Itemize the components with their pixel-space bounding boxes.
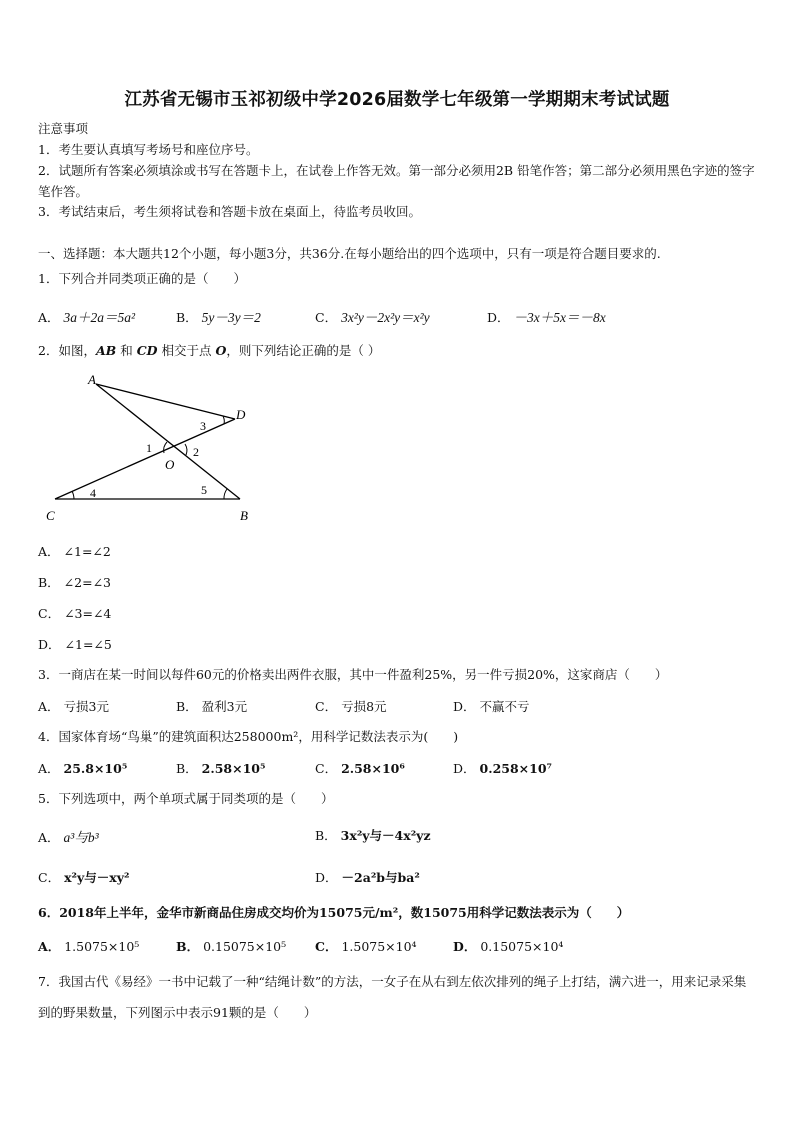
segment-cd (55, 419, 235, 499)
q2-option-d (38, 635, 112, 653)
q2-option-a-text: ∠1=∠2 (63, 544, 111, 559)
q2-stem-o: O (215, 343, 227, 358)
q3-option-a (38, 697, 109, 715)
q6-option-c (315, 937, 417, 955)
angle-5-label: 5 (201, 483, 207, 497)
notice-item-2: 2．试题所有答案必须填涂或书写在答题卡上，在试卷上作答无效。第一部分必须用2B 铅笔作答；第二部分必须用黑色字迹的签字笔作答。 (38, 163, 755, 199)
q1-option-d-text: －3x＋5x＝－8x (513, 310, 606, 325)
angle-4-label: 4 (90, 486, 96, 500)
q6-option-a-label: A． (38, 939, 61, 954)
q2-option-c-text: ∠3=∠4 (64, 606, 112, 621)
question-3-stem: 3．一商店在某一时间以每件60元的价格卖出两件衣服，其中一件盈利25%，另一件亏损20%，这家商店（ ） (38, 667, 668, 682)
q1-option-b-label: B． (176, 310, 198, 325)
q3-option-b-label: B． (176, 699, 198, 714)
page-title: 江苏省无锡市玉祁初级中学2026届数学七年级第一学期期末考试试题 (124, 90, 670, 110)
q3-option-b (176, 697, 247, 715)
q2-option-a-label: A． (38, 544, 60, 559)
question-4-stem: 4．国家体育场“鸟巢”的建筑面积达258000m²，用科学记数法表示为( ) (38, 729, 459, 744)
arc-angle-4 (72, 491, 74, 499)
segment-ab (96, 384, 240, 499)
q4-option-c-text: 2.58×10⁶ (341, 761, 405, 776)
q5-option-c-label: C． (38, 870, 61, 885)
q1-option-b-text: 5y－3y＝2 (201, 310, 261, 325)
q4-option-a-text: 25.8×10⁵ (63, 761, 128, 776)
notice-item-1: 1．考生要认真填写考场号和座位序号。 (38, 142, 259, 157)
q2-geometry-figure (38, 372, 268, 527)
q2-stem-mid: 相交于点 (161, 343, 212, 358)
segment-ad (96, 384, 235, 419)
q6-option-b-text: 0.15075×10⁵ (203, 939, 287, 954)
arc-angle-2 (185, 444, 187, 455)
point-b-label: B (240, 508, 248, 523)
q3-option-d-label: D． (453, 699, 476, 714)
q1-option-d (487, 306, 606, 326)
q2-stem-and: 和 (120, 343, 133, 358)
q4-option-b-label: B． (176, 761, 198, 776)
q2-option-b-label: B． (38, 575, 60, 590)
q4-option-d-text: 0.258×10⁷ (479, 761, 553, 776)
arc-angle-1 (164, 442, 167, 453)
q2-option-a (38, 542, 111, 560)
q6-option-b (176, 937, 286, 955)
q6-option-a-text: 1.5075×10⁵ (64, 939, 140, 954)
q1-option-c (315, 306, 430, 326)
q6-option-a (38, 937, 139, 955)
q3-option-b-text: 盈利3元 (201, 699, 248, 714)
q6-option-c-text: 1.5075×10⁴ (341, 939, 417, 954)
q3-option-d-text: 不赢不亏 (479, 699, 530, 714)
q5-option-d-label: D． (315, 870, 338, 885)
q4-option-a (38, 759, 127, 777)
q6-option-d-text: 0.15075×10⁴ (480, 939, 564, 954)
q5-option-b (315, 826, 431, 844)
q2-option-b (38, 573, 111, 591)
q2-stem-ab: AB (95, 343, 117, 358)
q5-option-b-label: B． (315, 828, 337, 843)
q2-stem-prefix: 2．如图， (38, 343, 96, 358)
q4-option-b-text: 2.58×10⁵ (201, 761, 266, 776)
notice-item-3: 3．考试结束后，考生须将试卷和答题卡放在桌面上，待监考员收回。 (38, 204, 421, 219)
q6-option-b-label: B． (176, 939, 200, 954)
q2-option-c (38, 604, 111, 622)
q1-option-a-text: 3a＋2a＝5a² (63, 310, 136, 325)
question-7-stem: 7．我国古代《易经》一书中记载了一种“结绳计数”的方法，一女子在从右到左依次排列的绳子上打结，满六进一，用来记录采集到的野果数量，下列图示中表示91颗的是（ ） (38, 974, 747, 1020)
q3-option-c-label: C． (315, 699, 338, 714)
q5-option-d (315, 868, 420, 886)
q5-option-a-label: A． (38, 830, 60, 845)
q2-stem-cd: CD (136, 343, 158, 358)
point-d-label: D (236, 407, 246, 422)
q4-option-b (176, 759, 265, 777)
question-6-stem: 6．2018年上半年，金华市新商品住房成交均价为15075元/m²，数15075用科学记数法表示为（ ） (38, 905, 630, 920)
angle-3-label: 3 (200, 419, 206, 433)
q2-option-d-label: D． (38, 637, 61, 652)
q2-option-b-text: ∠2=∠3 (63, 575, 111, 590)
q3-option-c-text: 亏损8元 (341, 699, 387, 714)
q4-option-c-label: C． (315, 761, 338, 776)
q1-option-a (38, 306, 135, 326)
q6-option-d (453, 937, 563, 955)
q4-option-d (453, 759, 552, 777)
q4-option-a-label: A． (38, 761, 60, 776)
q1-option-c-text: 3x²y－2x²y＝x²y (341, 310, 430, 325)
section-heading: 一、选择题：本大题共12个小题，每小题3分，共36分.在每小题给出的四个选项中，只有一项是符合题目要求的. (38, 246, 661, 261)
arc-angle-5 (224, 489, 227, 499)
q5-option-a-text: a³与b³ (63, 830, 99, 845)
q4-option-c (315, 759, 405, 777)
question-1-stem: 1．下列合并同类项正确的是（ ） (38, 271, 246, 286)
arc-angle-3 (223, 416, 224, 424)
q1-option-a-label: A． (38, 310, 60, 325)
q6-option-c-label: C． (315, 939, 338, 954)
q3-option-a-label: A． (38, 699, 60, 714)
q2-option-d-text: ∠1=∠5 (64, 637, 112, 652)
q6-option-d-label: D． (453, 939, 477, 954)
q4-option-d-label: D． (453, 761, 476, 776)
point-c-label: C (46, 508, 55, 523)
q5-option-d-text: －2a²b与ba² (341, 870, 420, 885)
q1-option-c-label: C． (315, 310, 338, 325)
notice-heading: 注意事项 (38, 121, 89, 136)
q5-option-b-text: 3x²y与－4x²yz (340, 828, 431, 843)
angle-1-label: 1 (146, 441, 152, 455)
question-5-stem: 5．下列选项中，两个单项式属于同类项的是（ ） (38, 791, 334, 806)
point-a-label: A (88, 372, 96, 387)
q3-option-c (315, 697, 387, 715)
question-2-stem (38, 342, 380, 360)
q5-option-a (38, 826, 99, 846)
angle-2-label: 2 (193, 445, 199, 459)
q5-option-c-text: x²y与－xy² (64, 870, 130, 885)
q2-option-c-label: C． (38, 606, 61, 621)
q2-stem-suffix: ，则下列结论正确的是（ ） (226, 343, 381, 358)
q3-option-d (453, 697, 530, 715)
point-o-label: O (165, 457, 175, 472)
q1-option-d-label: D． (487, 310, 510, 325)
q3-option-a-text: 亏损3元 (63, 699, 109, 714)
q1-option-b (176, 306, 261, 326)
q5-option-c (38, 868, 129, 886)
